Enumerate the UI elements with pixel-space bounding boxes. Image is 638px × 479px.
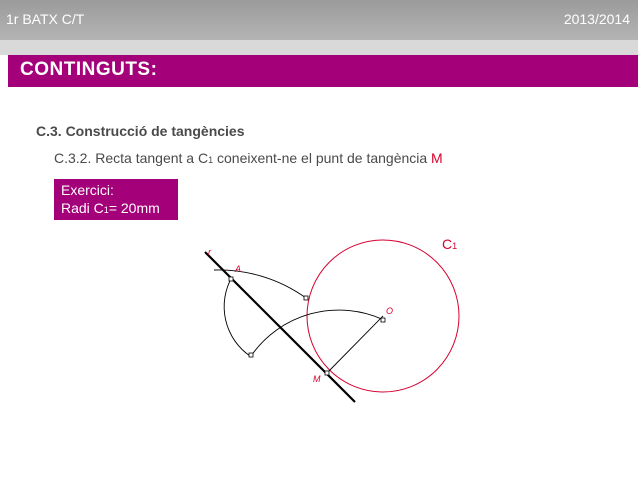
label-r: r	[208, 247, 211, 257]
label-a: A	[235, 264, 242, 274]
subheading-prefix: C.3.2. Recta tangent a C	[54, 150, 209, 166]
point-a	[229, 277, 233, 281]
label-o: O	[386, 306, 394, 316]
year-label: 2013/2014	[563, 11, 630, 27]
subheading-middle: coneixent-ne el punt de tangència	[213, 150, 432, 166]
point-o	[381, 318, 385, 322]
label-m: M	[313, 374, 321, 384]
exercise-title: Exercici:	[61, 182, 114, 198]
construction-arc-left	[224, 277, 250, 356]
radius-om	[327, 316, 383, 373]
exercise-radius-prefix: Radi C	[61, 200, 104, 216]
circle-c1-letter: C	[442, 236, 453, 252]
exercise-radius-subscript: 1	[103, 205, 109, 215]
subheading-subscript: 1	[208, 155, 214, 165]
point-intersection	[304, 296, 308, 300]
point-m	[325, 371, 329, 375]
section-title: CONTINGUTS:	[20, 59, 158, 80]
topic-heading: C.3. Construcció de tangències	[36, 123, 245, 139]
exercise-radius-suffix: = 20mm	[108, 200, 160, 216]
point-arc-end	[249, 353, 253, 357]
course-label: 1r BATX C/T	[6, 11, 85, 27]
circle-c1-subscript: 1	[452, 241, 458, 251]
subheading-point-m: M	[431, 150, 443, 166]
